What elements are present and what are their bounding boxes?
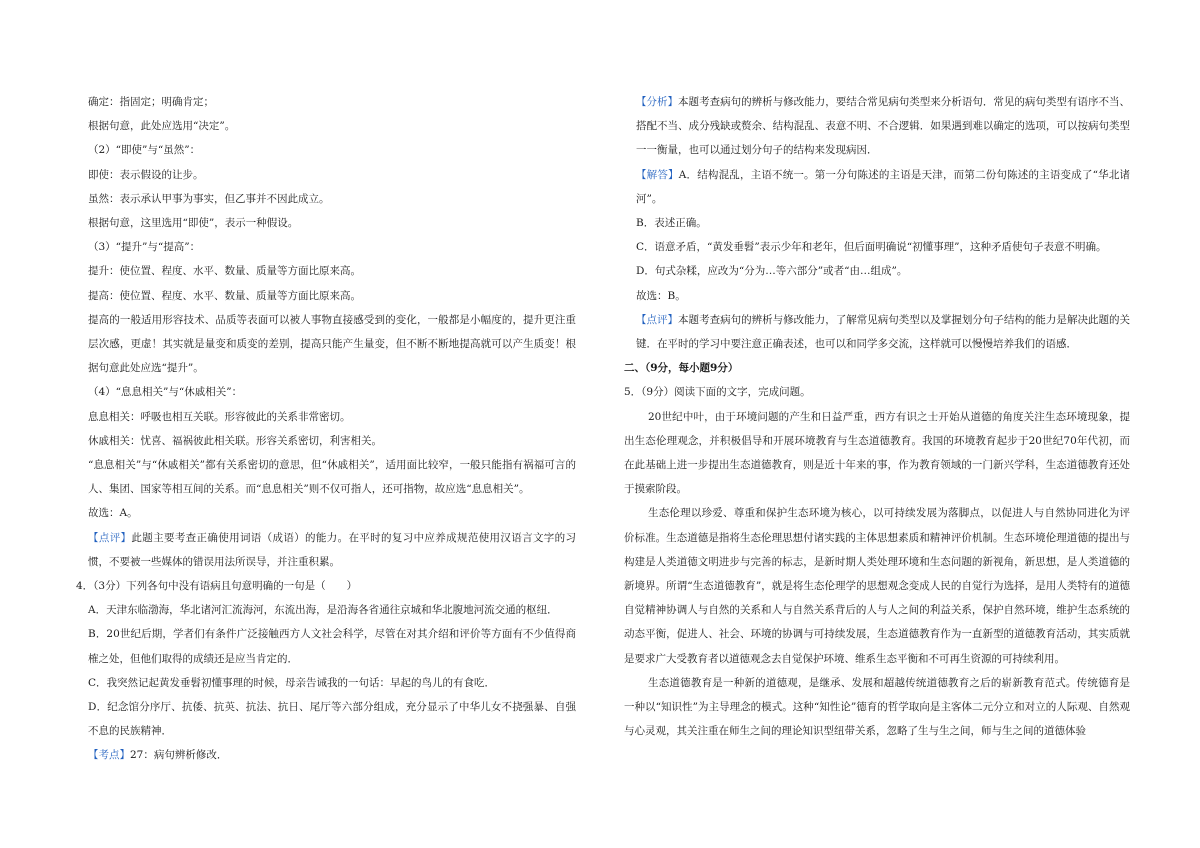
question-4-stem: 4．（3分）下列各句中没有语病且句意明确的一句是（ ） <box>76 580 358 593</box>
review-tag: 【点评】 <box>88 531 132 544</box>
review-text: 本题考查病句的辨析与修改能力，了解常见病句类型以及掌握划分句子结构的能力是解决此题的关键．在平时的学习中要注意正确表述，也可以和同学多交流，这样就可以慢慢培养我们的语感． <box>636 313 1131 351</box>
question-4-option-d: D．纪念馆分序厅、抗倭、抗英、抗法、抗日、尾厅等六部分组成，充分显示了中华儿女不挠强暴、自强不息的民族精神． <box>88 701 576 738</box>
review-tag: 【点评】 <box>636 313 679 326</box>
solution-paragraph <box>624 163 1130 211</box>
question-4-option-c: C．我突然记起黄发垂髫初懂事理的时候，母亲告诫我的一句话：早起的鸟儿的有食吃． <box>88 676 496 689</box>
text-line: （3）“提升”与“提高”： <box>88 241 201 254</box>
solution-b: B．表述正确。 <box>636 217 707 230</box>
left-column <box>76 90 576 768</box>
text-line: （2）“即使”与“虽然”： <box>88 144 201 157</box>
question-4-option-b: B．20世纪后期，学者们有条件广泛接触西方人文社会科学，尽管在对其介绍和评价等方面有不少值得商榷之处，但他们取得的成绩还是应当肯定的． <box>88 628 576 665</box>
review-paragraph <box>624 308 1130 356</box>
section-2-heading: 二、（9分，每小题9分） <box>624 362 739 375</box>
kaodian-text: 27：病句辨析修改． <box>130 749 228 762</box>
text-line: （4）“息息相关”与“休戚相关”： <box>88 386 243 399</box>
analysis-paragraph <box>624 90 1130 163</box>
review-text: 此题主要考查正确使用词语（成语）的能力。在平时的复习中应养成规范使用汉语言文字的习惯，不要被一些媒体的错误用法所误导，并注重积累。 <box>88 531 577 568</box>
solution-text: A．结构混乱，主语不统一。第一分句陈述的主语是天津，而第二份句陈述的主语变成了“华北诸河”。 <box>636 168 1131 205</box>
answer-line: 故选：A。 <box>88 507 138 520</box>
analysis-text: 本题考查病句的辨析与修改能力，要结合常见病句类型来分析语句．常见的病句类型有语序不当、搭配不当、成分残缺或赘余、结构混乱、表意不明、不合逻辑．如果遇到难以确定的选项，可以按病句类型一一衡量，也可以通过划分句子的结构来发现病因． <box>636 96 1131 157</box>
answer-line: 故选：B。 <box>636 289 686 302</box>
text-line: 息息相关：呼吸也相互关联。形容彼此的关系非常密切。 <box>88 410 351 423</box>
kaodian-tag: 【考点】 <box>88 749 130 762</box>
solution-c: C．语意矛盾，“黄发垂髫”表示少年和老年，但后面明确说“初懂事理”，这种矛盾使句子表意不明确。 <box>636 241 1107 254</box>
solution-d: D．句式杂糅，应改为“分为…等六部分”或者“由…组成”。 <box>636 265 908 278</box>
text-line: 提升：使位置、程度、水平、数量、质量等方面比原来高。 <box>88 265 361 278</box>
question-4-option-a: A．天津东临渤海，华北诸河汇流海河，东流出海，是沿海各省通往京城和华北腹地河流交通的枢纽． <box>88 604 558 617</box>
text-line: 确定：指固定；明确肯定； <box>88 96 214 108</box>
passage-paragraph: 20世纪中叶，由于环境问题的产生和日益严重，西方有识之士开始从道德的角度关注生态环境现象，提出生态伦理观念，并积极倡导和开展环境教育与生态道德教育。我国的环境教育起步于20世纪70年代初，而在此基础上进一步提出生态道德教育，则是近十年来的事，作为教育领域的一门新兴学科，生态道德教育还处于摸索阶段。 <box>624 410 1130 496</box>
text-line: 根据句意，此处应选用“决定”。 <box>88 120 236 133</box>
text-paragraph: 提高的一般适用形容技术、品质等表面可以被人事物直接感受到的变化，一般都是小幅度的，提升更注重层次感，更虚！其实就是量变和质变的差别，提高只能产生量变，但不断不断地提高就可以产生质变！根据句意此处应选“提升”。 <box>88 313 576 375</box>
passage-paragraph: 生态道德教育是一种新的道德观，是继承、发展和超越传统道德教育之后的崭新教育范式。传统德育是一种以“知识性”为主导理念的模式。这种“知性论”德育的哲学取向是主客体二元分立和对立的人际观、自然观与心灵观，其关注重在师生之间的理论知识型纽带关系，忽略了生与生之间，师与生之间的道德体验 <box>624 676 1130 738</box>
review-paragraph <box>76 526 576 574</box>
text-paragraph: “息息相关”与“休戚相关”都有关系密切的意思，但“休戚相关”，适用面比较窄，一般只能指有祸福可言的人、集团、国家等相互间的关系。而“息息相关”则不仅可指人，还可指物，故应选“息息相关”。 <box>88 459 576 496</box>
passage-paragraph: 生态伦理以珍爱、尊重和保护生态环境为核心，以可持续发展为落脚点，以促进人与自然协同进化为评价标准。生态道德是指将生态伦理思想付诸实践的主体思想素质和精神评价机制。生态环境伦理道德的提出与构建是人类道德文明进步与完善的标志，是新时期人类处理环境和生态问题的新视角，新思想，是人类道德的新境界。所谓“生态道德教育”，就是将生态伦理学的思想观念变成人民的自觉行为选择，是用人类特有的道德自觉精神协调人与自然的关系和人与自然关系背后的人与人之间的利益关系，保护自然环境，维护生态系统的动态平衡，促进人、社会、环境的协调与可持续发展，生态道德教育作为一直新型的道德教育活动，其实质就是要求广大受教育者以道德观念去自觉保护环境、维系生态平衡和不可再生资源的可持续利用。 <box>624 507 1130 665</box>
text-line: 虽然：表示承认甲事为事实，但乙事并不因此成立。 <box>88 192 330 205</box>
kaodian-paragraph <box>76 743 576 767</box>
text-line: 根据句意，这里选用“即使”，表示一种假设。 <box>88 217 299 230</box>
question-5-stem: 5．（9分）阅读下面的文字，完成问题。 <box>624 386 811 399</box>
text-line: 休戚相关：忧喜、福祸彼此相关联。形容关系密切，利害相关。 <box>88 434 382 447</box>
analysis-tag: 【分析】 <box>636 96 679 108</box>
right-column <box>624 90 1130 743</box>
text-line: 提高：使位置、程度、水平、数量、质量等方面比原来高。 <box>88 289 361 302</box>
text-line: 即使：表示假设的让步。 <box>88 168 204 181</box>
solution-tag: 【解答】 <box>636 168 679 181</box>
